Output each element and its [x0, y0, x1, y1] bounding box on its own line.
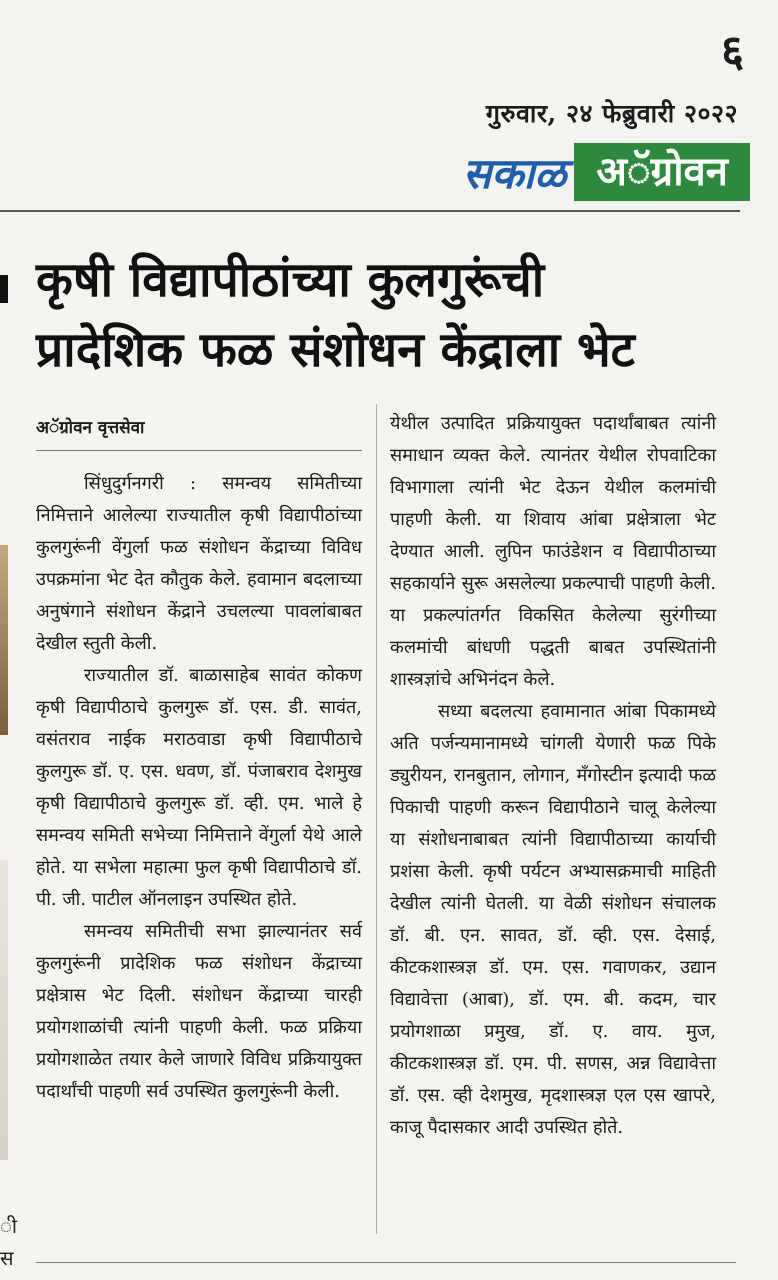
left-edge-char: ी	[0, 1214, 18, 1238]
left-edge-photo-strip	[0, 860, 8, 1160]
paragraph: येथील उत्पादित प्रक्रियायुक्त पदार्थांबाबत त्यांनी समाधान व्यक्त केले. त्यानंतर येथील रोपवाटिका विभागाला त्यांनी भेट देऊन येथील कलमांची पाहणी केली. या शिवाय आंबा प्रक्षेत्राला भेट देण्यात आली. लुपिन फाउंडेशन व विद्यापीठाच्या सहकार्याने सुरू असलेल्या प्रकल्पाची पाहणी केली. या प्रकल्पांतर्गत विकसित केलेल्या सुरंगीच्या कलमांची बांधणी पद्धती बाबत उपस्थितांनी शास्त्रज्ञांचे अभिनंदन केले.	[390, 413, 716, 690]
article-column-right	[390, 408, 716, 1144]
masthead	[463, 142, 750, 202]
dateline: गुरुवार, २४ फेब्रुवारी २०२२	[485, 99, 738, 128]
sakal-logo: सकाळ	[462, 148, 567, 198]
headline-line-1: कृषी विद्यापीठांच्या कुलगुरूंची	[36, 252, 545, 308]
headline	[36, 245, 736, 385]
top-rule	[0, 210, 740, 212]
bottom-rule	[36, 1262, 736, 1263]
article-column-left	[36, 468, 362, 1108]
byline: अॅग्रोवन वृत्तसेवा	[36, 418, 145, 438]
paragraph: सिंधुदुर्गनगरी : समन्वय समितीच्या निमित्ताने आलेल्या राज्यातील कृषी विद्यापीठांच्या कुलगुरूंनी वेंगुर्ला फळ संशोधन केंद्राच्या विविध उपक्रमांना भेट देत कौतुक केले. हवामान बदलाच्या अनुषंगाने संशोधन केंद्राने उचलल्या पावलांबाबत देखील स्तुती केली.	[36, 473, 362, 654]
left-edge-mark	[0, 275, 8, 303]
paragraph: सध्या बदलत्या हवामानात आंबा पिकामध्ये अति पर्जन्यमानामध्ये चांगली येणारी फळ पिके ड्युरीयन, रानबुतान, लोगान, मँगोस्टीन इत्यादी फळ पिकाची पाहणी करून विद्यापीठाने चालू केलेल्या या संशोधनाबाबत त्यांनी विद्यापीठाच्या कार्याची प्रशंसा केली. कृषी पर्यटन अभ्यासक्रमाची माहिती देखील त्यांनी घेतली. या वेळी संशोधन संचालक डॉ. बी. एन. सावत, डॉ. व्ही. एस. देसाई, कीटकशास्त्रज्ञ डॉ. एम. एस. गवाणकर, उद्यान विद्यावेत्ता (आबा), डॉ. एम. बी. कदम, चार प्रयोगशाळा प्रमुख, डॉ. ए. वाय. मुज, कीटकशास्त्रज्ञ डॉ. एम. पी. सणस, अन्न विद्यावेत्ता डॉ. एस. व्ही देशमुख, मृदशास्त्रज्ञ एल एस खापरे, काजू पैदासकार आदी उपस्थित होते.	[390, 701, 716, 1138]
left-edge-photo-strip	[0, 545, 8, 735]
paragraph: समन्वय समितीची सभा झाल्यानंतर सर्व कुलगुरूंनी प्रादेशिक फळ संशोधन केंद्राच्या प्रक्षेत्रास भेट दिली. संशोधन केंद्राच्या चारही प्रयोगशाळांची त्यांनी पाहणी केली. फळ प्रक्रिया प्रयोगशाळेत तयार केले जाणारे विविध प्रक्रियायुक्त पदार्थांची पाहणी सर्व उपस्थित कुलगुरूंनी केली.	[36, 921, 362, 1102]
agrowon-logo: अॅग्रोवन	[574, 143, 750, 201]
byline-rule	[36, 450, 362, 451]
left-edge-char: स	[0, 1246, 14, 1270]
column-divider	[376, 404, 377, 1234]
headline-line-2: प्रादेशिक फळ संशोधन केंद्राला भेट	[36, 322, 635, 378]
page-number: ६	[721, 26, 744, 77]
paragraph: राज्यातील डॉ. बाळासाहेब सावंत कोकण कृषी विद्यापीठाचे कुलगुरू डॉ. एस. डी. सावंत, वसंतराव नाईक मराठवाडा कृषी विद्यापीठाचे कुलगुरू डॉ. ए. एस. धवण, डॉ. पंजाबराव देशमुख कृषी विद्यापीठाचे कुलगुरू डॉ. व्ही. एम. भाले हे समन्वय समिती सभेच्या निमित्ताने वेंगुर्ला येथे आले होते. या सभेला महात्मा फुल कृषी विद्यापीठाचे डॉ. पी. जी. पाटील ऑनलाइन उपस्थित होते.	[36, 665, 362, 910]
